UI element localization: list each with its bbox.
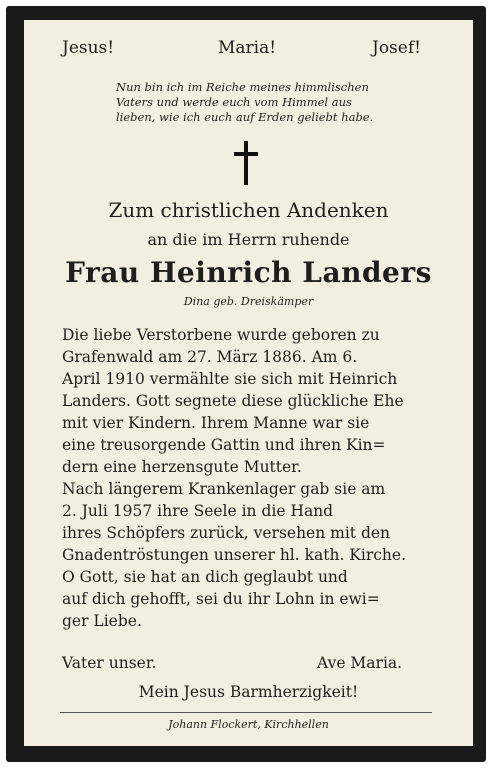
biography-line: Landers. Gott segnete diese glückliche Ehe xyxy=(62,392,404,410)
verse xyxy=(116,80,436,125)
dedication-subtitle: an die im Herrn ruhende xyxy=(147,230,350,249)
biography-line: O Gott, sie hat an dich geglaubt und xyxy=(62,568,348,586)
salute-jesus: Jesus! xyxy=(62,38,115,58)
latin-cross-icon xyxy=(234,141,258,185)
biography-line: Die liebe Verstorbene wurde geboren zu xyxy=(62,326,380,344)
biography-line: mit vier Kindern. Ihrem Manne war sie xyxy=(62,414,370,432)
printer-imprint: Johann Flockert, Kirchhellen xyxy=(168,718,329,731)
divider xyxy=(60,712,432,713)
biography xyxy=(62,324,434,632)
verse-line: Nun bin ich im Reiche meines himmlischen xyxy=(116,80,369,94)
biography-line: eine treusorgende Gattin und ihren Kin= xyxy=(62,436,386,454)
verse-line: lieben, wie ich euch auf Erden geliebt habe. xyxy=(116,110,374,124)
biography-line: 2. Juli 1957 ihre Seele in die Hand xyxy=(62,502,334,520)
verse-line: Vaters und werde euch vom Himmel aus xyxy=(116,95,352,109)
deceased-name: Frau Heinrich Landers xyxy=(65,256,432,289)
biography-line: Grafenwald am 27. März 1886. Am 6. xyxy=(62,348,358,366)
biography-line: auf dich gehofft, sei du ihr Lohn in ewi= xyxy=(62,590,380,608)
biography-line: ger Liebe. xyxy=(62,612,142,630)
prayer-ave-maria: Ave Maria. xyxy=(317,654,403,672)
prayer-vater-unser: Vater unser. xyxy=(62,654,157,672)
biography-line: dern eine herzensgute Mutter. xyxy=(62,458,302,476)
biography-line: Nach längerem Krankenlager gab sie am xyxy=(62,480,386,498)
salute-josef: Josef! xyxy=(372,38,421,58)
maiden-name: Dina geb. Dreiskämper xyxy=(183,295,314,308)
closing-invocation: Mein Jesus Barmherzigkeit! xyxy=(138,683,359,701)
dedication-title: Zum christlichen Andenken xyxy=(108,198,389,222)
biography-line: Gnadentröstungen unserer hl. kath. Kirche. xyxy=(62,546,407,564)
biography-line: April 1910 vermählte sie sich mit Heinrich xyxy=(62,370,398,388)
salute-maria: Maria! xyxy=(218,38,277,58)
biography-line: ihres Schöpfers zurück, versehen mit den xyxy=(62,524,391,542)
